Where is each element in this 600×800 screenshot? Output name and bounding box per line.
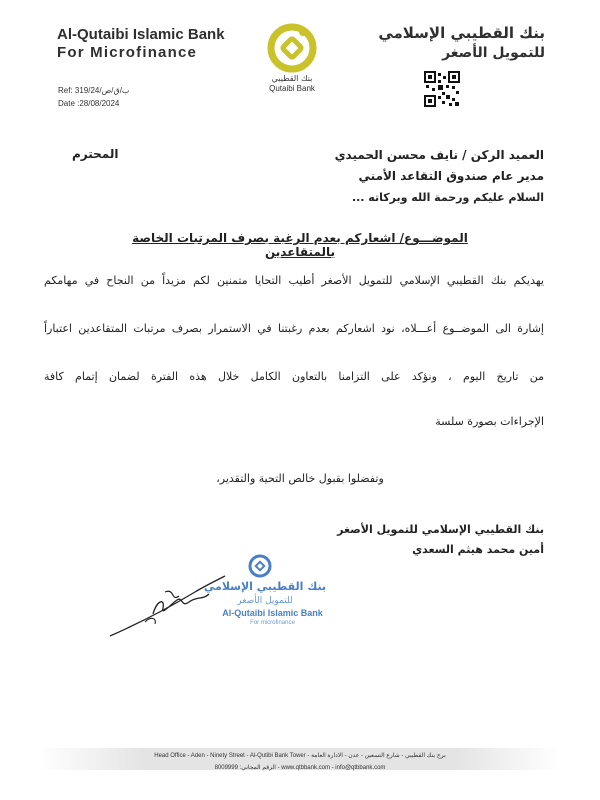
reference-block bbox=[58, 84, 129, 110]
stamp-name-ar: بنك القطيبي الإسلامي bbox=[203, 580, 327, 593]
handwritten-signature bbox=[105, 570, 245, 640]
qr-code-icon bbox=[424, 71, 460, 107]
honorific: المحترم bbox=[72, 147, 119, 161]
stamp-name-en: Al-Qutaibi Islamic Bank bbox=[222, 608, 323, 618]
reference-number: Ref: 319/24/ب/ق/ص bbox=[58, 86, 130, 95]
logo-caption-ar: بنك القطيبي bbox=[271, 74, 313, 83]
footer-address: Head Office - Aden - Ninety Street - Al-Qutibi Bank Tower - برج بنك القطيبي - شارع التسعين - عدن - الادارة العامة bbox=[154, 753, 446, 759]
recipient-title: مدير عام صندوق التقاعد الأمني bbox=[358, 169, 544, 183]
body-line-2: إشارة الى الموضــوع أعـــلاه، نود اشعاركم بعدم رغبتنا في الاستمرار بصرف مرتبات المتقاعدين اعتباراً bbox=[44, 322, 544, 335]
stamp-sub-ar: للتمويل الأصغر bbox=[237, 596, 293, 606]
recipient-block bbox=[124, 145, 544, 208]
stamp-logo-icon bbox=[247, 553, 273, 579]
greeting: السلام عليكم ورحمة الله وبركاته ... bbox=[351, 191, 544, 204]
signature-block bbox=[144, 520, 544, 560]
letter-date: Date :28/08/2024 bbox=[58, 99, 120, 108]
bank-name-en bbox=[57, 26, 225, 62]
stamp-sub-en: For microfinance bbox=[250, 620, 295, 626]
recipient-name: العميد الركن / نايف محسن الحميدي bbox=[334, 148, 544, 162]
bank-name-ar-line1: بنك القطيبي الإسلامي bbox=[378, 24, 545, 42]
body-line-4: الإجراءات بصورة سلسة bbox=[435, 415, 544, 428]
body-line-3: من تاريخ اليوم ، ونؤكد على التزامنا بالتعاون الكامل خلال هذه الفترة لضمان إتمام كافة bbox=[44, 370, 544, 383]
bank-name-en-line1: Al-Qutaibi Islamic Bank bbox=[57, 26, 225, 43]
letter-subject: الموضـــوع/ اشعاركم بعدم الرغبة بصرف المرتبات الخاصة بالمتقاعدين bbox=[132, 231, 468, 259]
closing-phrase: وتفضلوا بقبول خالص التحية والتقدير، bbox=[216, 472, 384, 485]
bank-logo-icon bbox=[262, 22, 322, 74]
footer-contact: 8009999 :الرقم المجاني - www.qtbbank.com - info@qtbbank.com bbox=[214, 765, 386, 771]
bank-name-ar bbox=[378, 23, 545, 63]
signatory-organization: بنك القطيبي الإسلامي للتمويل الأصغر bbox=[337, 523, 544, 536]
bank-name-en-line2: For Microfinance bbox=[57, 44, 198, 61]
logo-caption-en: Qutaibi Bank bbox=[269, 84, 315, 93]
body-line-1: يهديكم بنك القطيبي الإسلامي للتمويل الأصغر أطيب التحايا متمنين لكم مزيداً من النجاح في مهامكم bbox=[44, 274, 544, 287]
bank-name-ar-line2: للتمويل الأصغر bbox=[442, 45, 545, 61]
signatory-name: أمين محمد هيثم السعدي bbox=[412, 543, 544, 556]
